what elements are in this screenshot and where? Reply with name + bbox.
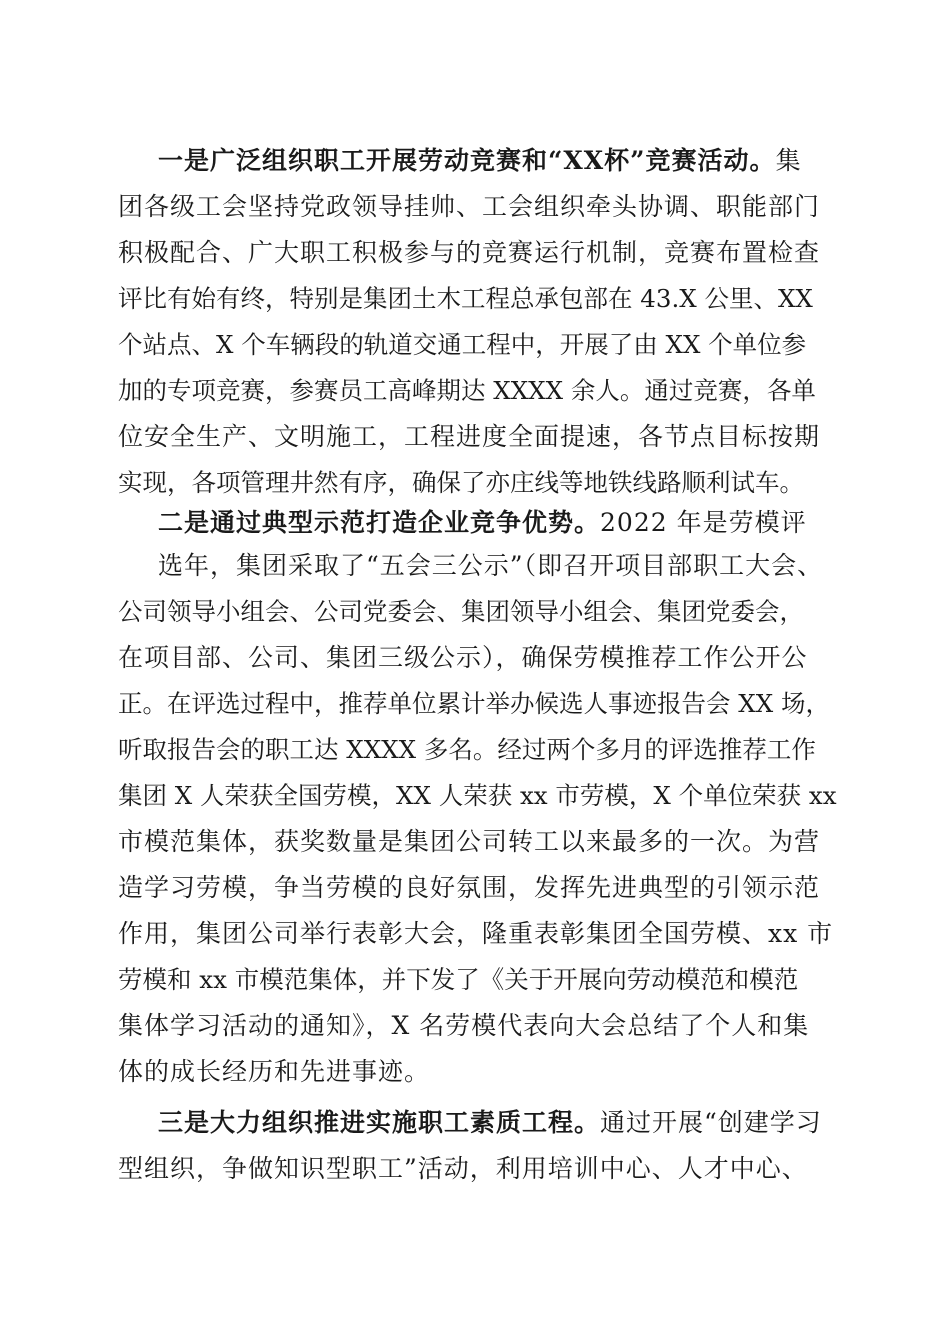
- paragraph-2-lead: 二是通过典型示范打造企业竞争优势。: [158, 508, 601, 537]
- paragraph-1-line-7: 位安全生产、文明施工，工程进度全面提速，各节点目标按期: [118, 422, 821, 451]
- paragraph-2-line-12: 集体学习活动的通知》，X 名劳模代表向大会总结了个人和集: [118, 1011, 810, 1040]
- paragraph-1-line-1: [158, 143, 838, 179]
- paragraph-2-line-4: 在项目部、公司、集团三级公示），确保劳模推荐工作公开公: [118, 643, 808, 672]
- paragraph-2-line-1-text: 2022 年是劳模评: [600, 508, 807, 537]
- paragraph-1-line-3: 积极配合、广大职工积极参与的竞赛运行机制，竞赛布置检查: [118, 238, 821, 267]
- paragraph-2-line-7: 集团 X 人荣获全国劳模，XX 人荣获 xx 市劳模，X 个单位荣获 xx: [118, 781, 837, 810]
- paragraph-1-line-4: 评比有始有终，特别是集团土木工程总承包部在 43.X 公里、XX: [118, 284, 813, 313]
- paragraph-3-lead: 三是大力组织推进实施职工素质工程。: [158, 1108, 601, 1137]
- paragraph-2-line-13: 体的成长经历和先进事迹。: [118, 1057, 431, 1086]
- paragraph-3-line-1-text: 通过开展“创建学习: [600, 1108, 822, 1137]
- paragraph-2-line-8: 市模范集体，获奖数量是集团公司转工以来最多的一次。为营: [118, 827, 821, 856]
- paragraph-1-line-6: 加的专项竞赛，参赛员工高峰期达 XXXX 余人。通过竞赛，各单: [118, 376, 816, 405]
- paragraph-2-line-5: 正。在评选过程中，推荐单位累计举办候选人事迹报告会 XX 场，: [118, 689, 830, 718]
- paragraph-1-line-5: 个站点、X 个车辆段的轨道交通工程中，开展了由 XX 个单位参: [118, 330, 807, 359]
- paragraph-3-line-2: 型组织，争做知识型职工”活动，利用培训中心、人才中心、: [118, 1154, 808, 1183]
- paragraph-1-line-8: 实现，各项管理井然有序，确保了亦庄线等地铁线路顺利试车。: [118, 468, 804, 497]
- paragraph-2-line-11: 劳模和 xx 市模范集体，并下发了《关于开展向劳动模范和模范: [118, 965, 799, 994]
- paragraph-2-line-3: 公司领导小组会、公司党委会、集团领导小组会、集团党委会，: [118, 597, 804, 626]
- paragraph-2-line-6: 听取报告会的职工达 XXXX 多名。经过两个多月的评选推荐工作: [118, 735, 816, 764]
- paragraph-2-line-9: 造学习劳模，争当劳模的良好氛围，发挥先进典型的引领示范: [118, 873, 821, 902]
- paragraph-1-line-2: 团各级工会坚持党政领导挂帅、工会组织牵头协调、职能部门: [118, 192, 821, 221]
- paragraph-2-line-10: 作用，集团公司举行表彰大会，隆重表彰集团全国劳模、xx 市: [118, 919, 834, 948]
- paragraph-2-line-1: [158, 505, 838, 541]
- paragraph-1-lead: 一是广泛组织职工开展劳动竞赛和“XX杯”竞赛活动。: [158, 146, 776, 175]
- paragraph-2-line-2: 选年，集团采取了“五会三公示”（即召开项目部职工大会、: [158, 551, 824, 580]
- paragraph-1-line-1-text: 集: [775, 146, 802, 175]
- paragraph-3-line-1: [158, 1105, 838, 1141]
